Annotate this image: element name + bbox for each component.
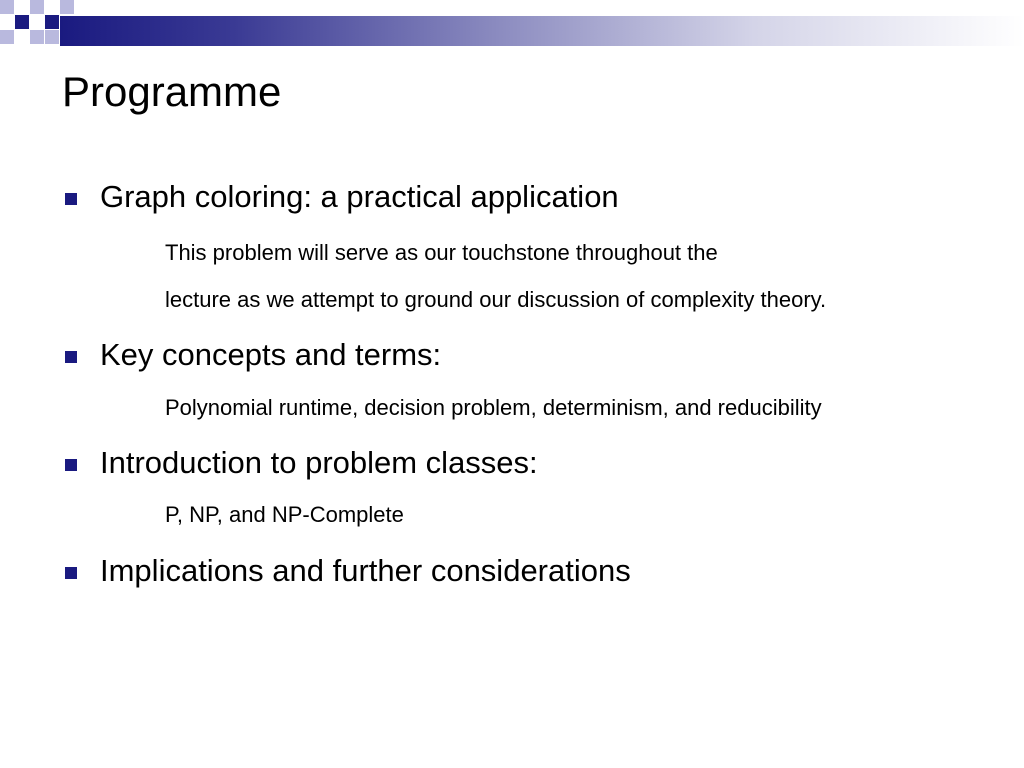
bullet-text: Implications and further considerations bbox=[100, 553, 631, 588]
bullet-text: Graph coloring: a practical application bbox=[100, 179, 619, 214]
square-bullet-icon bbox=[65, 567, 77, 579]
bullet-text: Key concepts and terms: bbox=[100, 337, 442, 372]
sub-text: P, NP, and NP-Complete bbox=[165, 502, 404, 527]
square-bullet-icon bbox=[65, 351, 77, 363]
sub-text: This problem will serve as our touchstone throughout the bbox=[165, 240, 718, 265]
sub-text: lecture as we attempt to ground our discussion of complexity theory. bbox=[165, 287, 827, 312]
square-bullet-icon bbox=[65, 193, 77, 205]
bullet-text: Introduction to problem classes: bbox=[100, 445, 538, 480]
sub-text: Polynomial runtime, decision problem, determinism, and reducibility bbox=[165, 395, 822, 420]
square-bullet-icon bbox=[65, 459, 77, 471]
slide-title: Programme bbox=[62, 68, 282, 115]
